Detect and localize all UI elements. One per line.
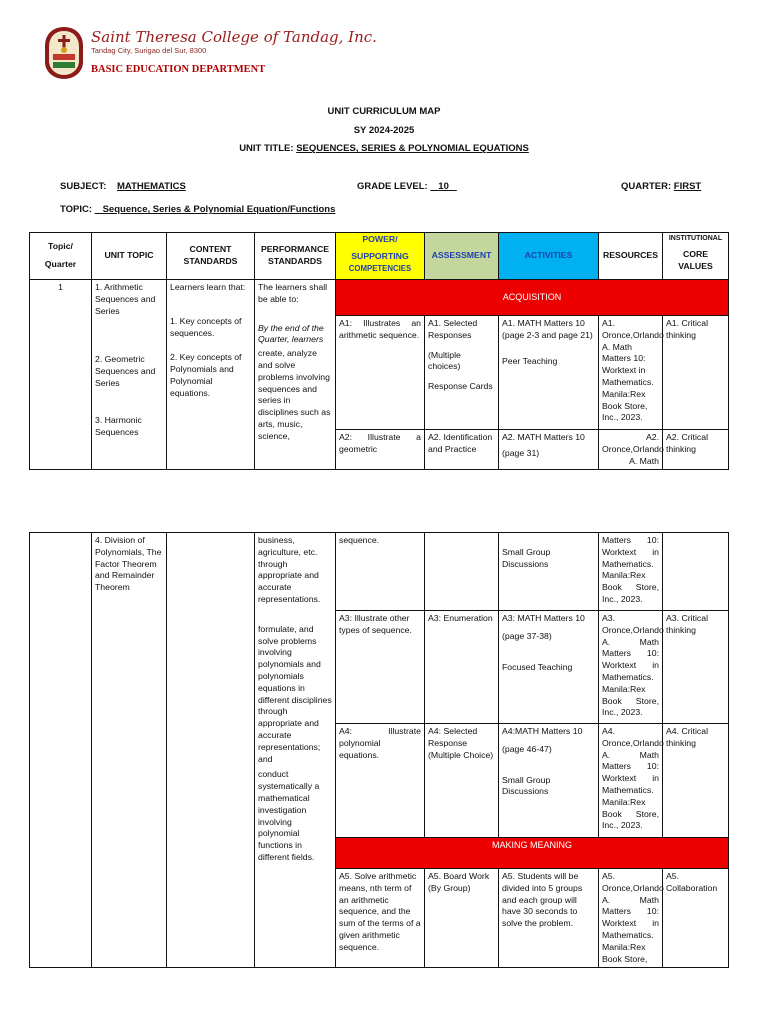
unit-title-value: SEQUENCES, SERIES & POLYNOMIAL EQUATIONS	[296, 143, 529, 154]
unit-topic-cell-continued: 4. Division of Polynomials, The Factor Theorem and Remainder Theorem	[92, 533, 167, 968]
table-row-a2-continued	[30, 533, 729, 611]
competency-a5: A5. Solve arithmetic means, nth term of an arithmetic sequence, and the sum of the terms of a given arithmetic sequence.	[336, 869, 425, 968]
core-value-a4: A4. Critical thinking	[663, 724, 729, 838]
topic-line	[60, 204, 335, 215]
subject-label: SUBJECT:	[60, 181, 107, 192]
header-topic-quarter: Topic/ Quarter	[30, 233, 92, 280]
header-power-competencies: POWER/ SUPPORTING COMPETENCIES	[336, 233, 425, 280]
school-name: Saint Theresa College of Tandag, Inc.	[91, 28, 377, 46]
subject-value: MATHEMATICS	[117, 181, 186, 192]
school-seal-logo	[44, 26, 84, 80]
resources-a4: A4. Oronce,Orlando A. Math Matters 10: Worktext in Mathematics. Manila:Rex Book Store, Inc., 2023.	[599, 724, 663, 838]
quarter-line	[621, 181, 701, 192]
assessment-a2-continued	[425, 533, 499, 611]
school-year: SY 2024-2025	[353, 125, 415, 136]
document-title: UNIT CURRICULUM MAP	[327, 106, 441, 117]
assessment-a1: A1. Selected Responses (Multiple choices) Response Cards	[425, 316, 499, 430]
grade-value: 10	[438, 181, 449, 192]
school-address: Tandag City, Surigao del Sur, 8300	[91, 46, 207, 55]
competency-a3: A3: Illustrate other types of sequence.	[336, 611, 425, 724]
activities-a2-part-1: A2. MATH Matters 10 (page 31)	[499, 430, 599, 470]
header-activities: ACTIVITIES	[499, 233, 599, 280]
header-core-values: INSTITUTIONAL CORE VALUES	[663, 233, 729, 280]
resources-a2-part-2: Matters 10: Worktext in Mathematics. Manila:Rex Book Store, Inc., 2023.	[599, 533, 663, 611]
header-content-standards: CONTENT STANDARDS	[167, 233, 255, 280]
curriculum-map-table-part-1	[29, 232, 729, 470]
grade-line	[357, 181, 457, 192]
content-standards-cell-continued	[167, 533, 255, 968]
activities-a2-part-2: Small Group Discussions	[499, 533, 599, 611]
making-meaning-bar: MAKING MEANING	[336, 838, 729, 869]
core-value-a2-continued	[663, 533, 729, 611]
core-value-a2: A2. Critical thinking	[663, 430, 729, 470]
quarter-cell: 1	[30, 280, 92, 470]
resources-a2-part-1: A2. Oronce,Orlando A. Math	[599, 430, 663, 470]
header-assessment: ASSESSMENT	[425, 233, 499, 280]
competency-a2-part-1: A2: Illustrate a geometric	[336, 430, 425, 470]
activities-a1: A1. MATH Matters 10 (page 2-3 and page 21) Peer Teaching	[499, 316, 599, 430]
subject-line	[60, 181, 186, 192]
topic-value: Sequence, Series & Polynomial Equation/Functions	[102, 204, 336, 215]
acquisition-bar: ACQUISITION	[336, 280, 729, 316]
unit-title	[0, 143, 768, 154]
competency-a4: A4: Illustrate polynomial equations.	[336, 724, 425, 838]
activities-a4: A4:MATH Matters 10 (page 46-47) Small Group Discussions	[499, 724, 599, 838]
core-value-a3: A3. Critical thinking	[663, 611, 729, 724]
assessment-a2: A2. Identification and Practice	[425, 430, 499, 470]
core-value-a5: A5. Collaboration	[663, 869, 729, 968]
assessment-a4: A4: Selected Response (Multiple Choice)	[425, 724, 499, 838]
performance-standards-cell: The learners shall be able to: By the end of the Quarter, learners create, analyze and solve problems involving sequences and series in disciplines such as arts, music, science,	[255, 280, 336, 470]
performance-standards-cell-continued: business, agriculture, etc. through appropriate and accurate representations. formulate, and solve problems involving polynomials and polynomials equations in different disciplines through appropriate and accurate representations; and conduct systematically a mathematical investigation involving polynomial functions in different fields.	[255, 533, 336, 968]
content-standards-cell: Learners learn that: 1. Key concepts of sequences. 2. Key concepts of Polynomials and Polynomial equations.	[167, 280, 255, 470]
assessment-a5: A5. Board Work (By Group)	[425, 869, 499, 968]
activities-a3: A3: MATH Matters 10 (page 37-38) Focused Teaching	[499, 611, 599, 724]
table-header-row	[30, 233, 729, 280]
grade-label: GRADE LEVEL:	[357, 181, 428, 192]
curriculum-map-table-part-2	[29, 532, 729, 968]
assessment-a3: A3: Enumeration	[425, 611, 499, 724]
header-unit-topic: UNIT TOPIC	[92, 233, 167, 280]
quarter-value: FIRST	[673, 181, 702, 192]
core-value-a1: A1. Critical thinking	[663, 316, 729, 430]
quarter-cell-continued	[30, 533, 92, 968]
topic-label: TOPIC:	[60, 204, 93, 215]
unit-title-label: UNIT TITLE:	[239, 143, 294, 154]
resources-a3: A3. Oronce,Orlando A. Math Matters 10: Worktext in Mathematics. Manila:Rex Book Store, Inc., 2023.	[599, 611, 663, 724]
department-name: BASIC EDUCATION DEPARTMENT	[91, 64, 266, 75]
competency-a1: A1: Illustrates an arithmetic sequence.	[336, 316, 425, 430]
quarter-label: QUARTER:	[621, 181, 672, 192]
header-performance-standards: PERFORMANCE STANDARDS	[255, 233, 336, 280]
table-row	[30, 280, 729, 316]
activities-a5: A5. Students will be divided into 5 groups and each group will have 30 seconds to solve the problem.	[499, 869, 599, 968]
header-resources: RESOURCES	[599, 233, 663, 280]
unit-topic-cell: 1. Arithmetic Sequences and Series 2. Geometric Sequences and Series 3. Harmonic Sequences	[92, 280, 167, 470]
competency-a2-part-2: sequence.	[336, 533, 425, 611]
resources-a1: A1. Oronce,Orlando A. Math Matters 10: Worktext in Mathematics. Manila:Rex Book Store, Inc., 2023.	[599, 316, 663, 430]
resources-a5: A5. Oronce,Orlando A. Math Matters 10: Worktext in Mathematics. Manila:Rex Book Store,	[599, 869, 663, 968]
